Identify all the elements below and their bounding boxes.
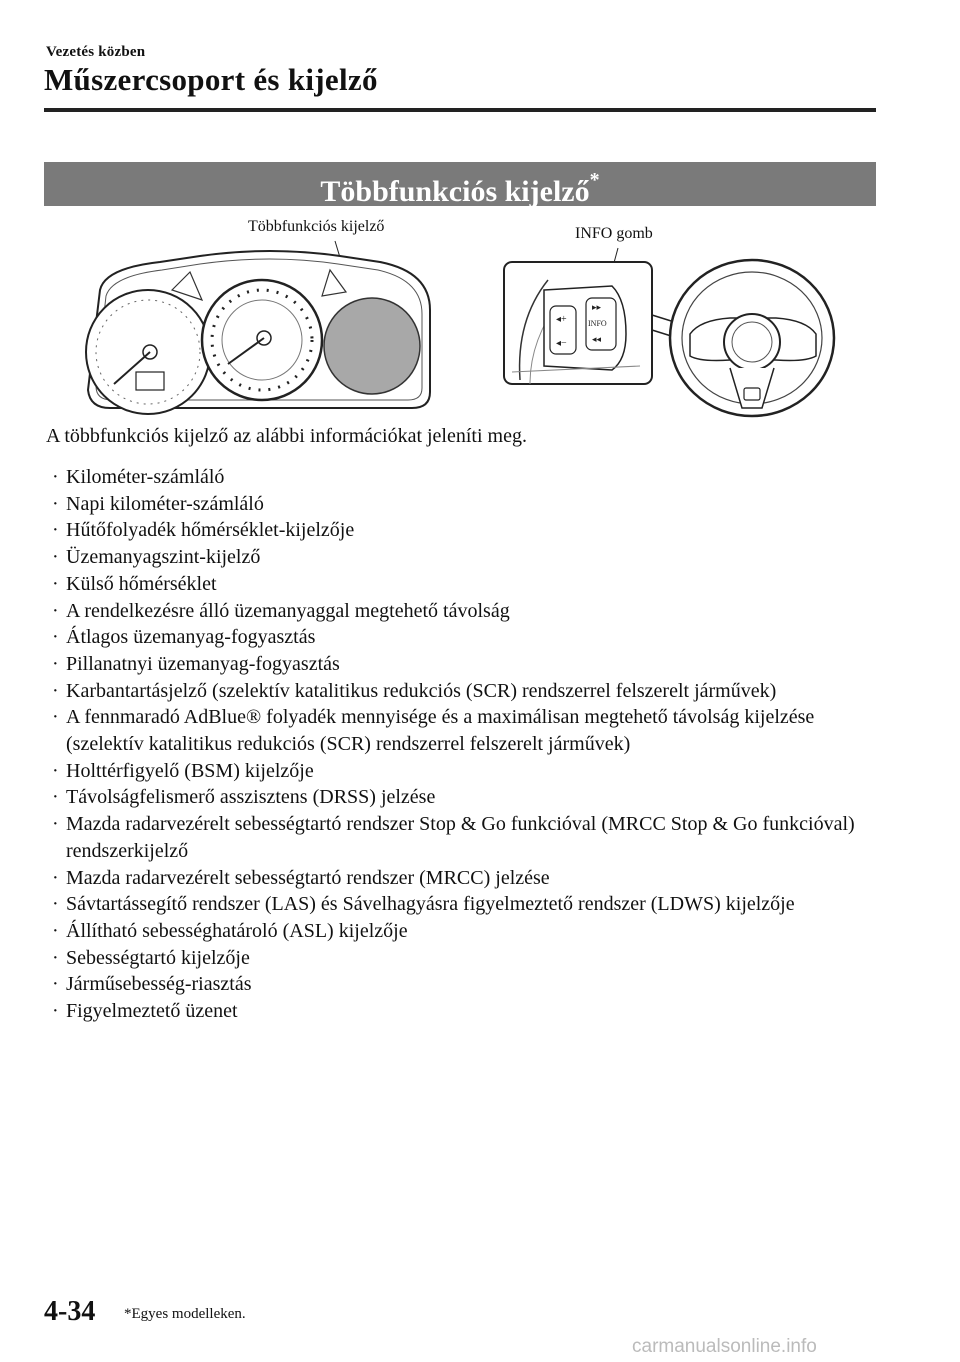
bullet-glyph: · <box>52 866 59 889</box>
instrument-cluster <box>86 251 430 414</box>
info-button-label: INFO <box>588 319 607 328</box>
steering-wheel-icon <box>670 260 834 416</box>
page-number: 4-34 <box>44 1296 96 1327</box>
bullet-glyph: · <box>52 759 59 782</box>
bullet-glyph: · <box>52 893 59 916</box>
list-item: · A fennmaradó AdBlue® folyadék mennyisége és a maximálisan megtehető távolság kijelzése (szelektív katalitikus redukciós (SCR) rendszerrel felszerelt járművek) <box>52 706 815 756</box>
list-item: · Kilométer-számláló <box>46 464 886 491</box>
bullet-glyph: · <box>52 973 59 996</box>
svg-text:◂◂: ◂◂ <box>592 334 602 344</box>
bullet-glyph: · <box>52 599 59 622</box>
list-item: · Átlagos üzemanyag-fogyasztás <box>46 624 886 651</box>
feature-list <box>46 464 886 1025</box>
list-item: · Távolságfelismerő asszisztens (DRSS) jelzése <box>46 784 886 811</box>
watermark: carmanualsonline.info <box>632 1336 817 1357</box>
list-item: · Járműsebesség-riasztás <box>46 971 886 998</box>
list-item: · Állítható sebességhatároló (ASL) kijelzője <box>46 918 886 945</box>
bullet-glyph: · <box>52 679 59 702</box>
bullet-glyph: · <box>52 492 59 515</box>
bullet-glyph: · <box>52 706 59 729</box>
callout-info-button-label: INFO gomb <box>575 225 653 242</box>
bullet-glyph: · <box>52 652 59 675</box>
list-item: · Karbantartásjelző (szelektív katalitikus redukciós (SCR) rendszerrel felszerelt járművek) <box>46 678 886 705</box>
bullet-glyph: · <box>52 626 59 649</box>
bullet-glyph: · <box>52 546 59 569</box>
list-item: · Külső hőmérséklet <box>46 571 886 598</box>
page-title: Műszercsoport és kijelző <box>44 62 378 97</box>
svg-text:▸▸: ▸▸ <box>592 302 602 312</box>
list-item: · Pillanatnyi üzemanyag-fogyasztás <box>46 651 886 678</box>
bullet-glyph: · <box>52 946 59 969</box>
list-item: · Mazda radarvezérelt sebességtartó rendszer (MRCC) jelzése <box>46 865 886 892</box>
list-item: · A rendelkezésre álló üzemanyaggal megtehető távolság <box>46 598 886 625</box>
intro-text: A többfunkciós kijelző az alábbi információkat jeleníti meg. <box>46 425 527 447</box>
bullet-glyph: · <box>52 813 59 836</box>
list-item: · Napi kilométer-számláló <box>46 491 886 518</box>
list-item: · Sebességtartó kijelzője <box>46 945 886 972</box>
bullet-glyph: · <box>52 572 59 595</box>
bullet-glyph: · <box>52 519 59 542</box>
section-marker: * <box>589 169 600 191</box>
callout-display-label: Többfunkciós kijelző <box>248 218 385 235</box>
bullet-glyph: · <box>52 1000 59 1023</box>
figure-illustration <box>0 0 960 420</box>
multifunction-display-area <box>324 298 420 394</box>
list-item: · Sávtartássegítő rendszer (LAS) és Sávelhagyásra figyelmeztető rendszer (LDWS) kijelzője <box>46 891 886 918</box>
list-item: · Hűtőfolyadék hőmérséklet-kijelzője <box>46 517 886 544</box>
list-item: · Mazda radarvezérelt sebességtartó rendszer Stop & Go funkcióval (MRCC Stop & Go funkcióval) rendszerkijelző <box>52 813 855 862</box>
footnote: *Egyes modelleken. <box>124 1306 246 1322</box>
list-item: · Üzemanyagszint-kijelző <box>46 544 886 571</box>
bullet-glyph: · <box>52 466 59 488</box>
section-title: Többfunkciós kijelző <box>320 175 590 208</box>
svg-text:◂+: ◂+ <box>556 314 567 325</box>
bullet-glyph: · <box>52 786 59 809</box>
svg-text:◂−: ◂− <box>556 338 567 349</box>
list-item: · Figyelmeztető üzenet <box>46 998 886 1025</box>
list-item: · Holttérfigyelő (BSM) kijelzője <box>46 758 886 785</box>
bullet-glyph: · <box>52 919 59 942</box>
breadcrumb: Vezetés közben <box>46 44 146 60</box>
